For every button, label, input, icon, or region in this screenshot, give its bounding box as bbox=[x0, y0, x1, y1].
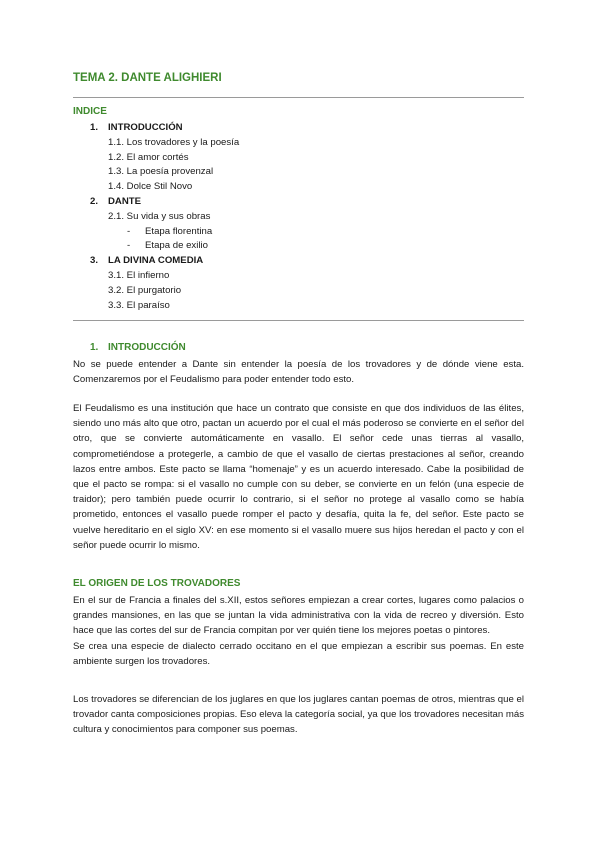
toc-subitem[interactable]: 1.3. La poesía provenzal bbox=[108, 166, 214, 178]
toc-subitem[interactable]: 1.4. Dolce Stil Novo bbox=[108, 181, 193, 193]
toc-subitem[interactable]: 3.1. El infierno bbox=[108, 269, 170, 281]
paragraph: En el sur de Francia a finales del s.XII, estos señores empiezan a crear cortes, lugares como palacios o grandes mansiones, en las que se juntan la vida administrativa con la vida de recreo y diversión. Esto hace que las cortes del sur de Francia compitan por ver quién tiene los mejores poetas o pintores. Se crea una especie de dialecto cerrado occitano en el que empiezan a escribir sus poemas. En este ambiente surgen los trovadores. bbox=[73, 595, 524, 667]
section-heading-introduccion: INTRODUCCIÓN bbox=[108, 342, 186, 353]
toc-subitem[interactable]: 3.2. El purgatorio bbox=[108, 284, 182, 296]
toc-subitem[interactable]: 3.3. El paraíso bbox=[108, 299, 170, 311]
toc-subsubitem[interactable]: - Etapa de exilio bbox=[127, 240, 208, 252]
section-heading-origen-trovadores: EL ORIGEN DE LOS TROVADORES bbox=[73, 578, 241, 589]
toc-subitem[interactable]: 1.2. El amor cortés bbox=[108, 151, 189, 163]
toc-item-introduccion[interactable]: 1. INTRODUCCIÓN bbox=[90, 122, 183, 133]
table-of-contents bbox=[73, 121, 524, 313]
document-title: TEMA 2. DANTE ALIGHIERI bbox=[73, 72, 222, 84]
paragraph: El Feudalismo es una institución que hace un contrato que consiste en que dos individuos de las élites, siendo uno más alto que otro, pactan un acuerdo por el cual el más poderoso se convierte en el señor del otro, que se convierte automáticamente en vasallo. El señor cede unas tierras al vasallo, comprometiéndose a protegerle, a cambio de que el vasallo de ciertas prestaciones al señor, creando lazos entre ambos. Este pacto se llama “homenaje” y es un acuerdo interesado. Cabe la posibilidad de que el pacto se rompa: si el vasallo no cumple con su deber, se convierte en un felón (una especie de traidor); pero también puede ocurrir lo contrario, si el señor no protege al vasallo como se había prometido, entonces el vasallo puede romper el pacto y desafía, quita la fe, del señor. Este pacto se vuelve hereditario en el siglo XV: en ese momento si el vasallo muere sus hijos heredan el pacto y con el señor puede ocurrir lo mismo. bbox=[73, 403, 524, 551]
toc-subitem[interactable]: 1.1. Los trovadores y la poesía bbox=[108, 136, 240, 148]
paragraph: No se puede entender a Dante sin entender la poesía de los trovadores y de dónde viene esta. Comenzaremos por el Feudalismo para poder entender todo esto. bbox=[73, 359, 524, 386]
divider-bottom bbox=[73, 320, 524, 321]
divider-top bbox=[73, 97, 524, 98]
section-number: 1. bbox=[90, 342, 99, 353]
toc-item-dante[interactable]: 2. DANTE bbox=[90, 195, 142, 207]
toc-item-divina-comedia[interactable]: 3. LA DIVINA COMEDIA bbox=[90, 255, 204, 267]
toc-subsubitem[interactable]: - Etapa florentina bbox=[127, 225, 213, 237]
toc-subitem[interactable]: 2.1. Su vida y sus obras bbox=[108, 210, 211, 222]
index-heading: INDICE bbox=[73, 106, 107, 117]
paragraph: Los trovadores se diferencian de los juglares en que los juglares cantan poemas de otros, mientras que el trovador canta composiciones propias. Eso eleva la categoría social, ya que los trovadores necesitan más cultura y conocimientos para componer sus poemas. bbox=[73, 694, 524, 736]
